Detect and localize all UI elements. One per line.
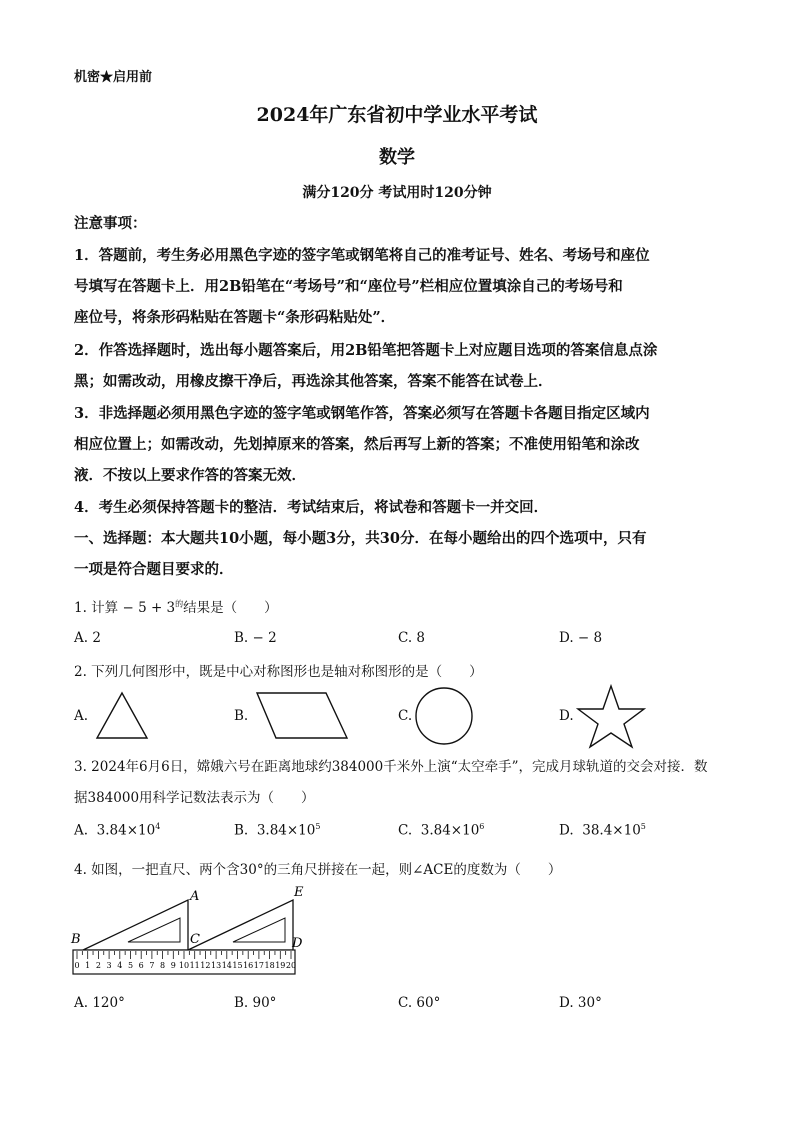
question-4-stem: 4. 如图，一把直尺、两个含30°的三角尺拼接在一起，则∠ACE的度数为（ ） xyxy=(74,862,562,878)
point-label-c: C xyxy=(190,932,200,947)
ruler-triangles-figure xyxy=(66,880,306,980)
q1-stem-suffix: 结果是（ ） xyxy=(183,600,278,616)
ruler-tick-label: 0 xyxy=(74,961,80,970)
q2-option-d-label: D. xyxy=(559,708,574,724)
question-3-stem-cont: 据384000用科学记数法表示为（ ） xyxy=(74,790,315,806)
notice-line: 黑；如需改动，用橡皮擦干净后，再选涂其他答案，答案不能答在试卷上． xyxy=(74,373,553,390)
q1-stem-sup: 的 xyxy=(175,599,184,609)
q1-option-a: A. 2 xyxy=(74,630,101,646)
q1-stem-prefix: 1. 计算 − 5 + 3 xyxy=(74,600,176,616)
q1-option-b: B. − 2 xyxy=(234,630,277,646)
q1-option-d: D. − 8 xyxy=(559,630,603,646)
point-label-b: B xyxy=(71,932,81,947)
ruler-tick-label: 20 xyxy=(285,961,297,970)
confidential-label: 机密★启用前 xyxy=(74,70,153,85)
ruler-tick-label: 2 xyxy=(95,961,101,970)
ruler-tick-label: 13 xyxy=(211,961,222,970)
q3-option-c-label: C. xyxy=(398,822,413,839)
ruler-tick-label: 7 xyxy=(149,961,155,970)
q3-option-b-base: 3.84×10 xyxy=(256,822,316,839)
notice-line: 号填写在答题卡上．用2B铅笔在“考场号”和“座位号”栏相应位置填涂自己的考场号和 xyxy=(74,278,623,295)
q3-option-c-exp: 6 xyxy=(479,822,485,831)
q4-option-c: C. 60° xyxy=(398,995,441,1011)
ruler-tick-label: 17 xyxy=(253,961,264,970)
section-heading-cont: 一项是符合题目要求的． xyxy=(74,561,234,578)
point-label-e: E xyxy=(294,885,304,900)
notice-line: 2．作答选择题时，选出每小题答案后，用2B铅笔把答题卡上对应题目选项的答案信息点涂 xyxy=(74,342,658,359)
ruler-tick-label: 11 xyxy=(189,961,200,970)
question-3-stem: 3. 2024年6月6日，嫦娥六号在距离地球约384000千米外上演“太空牵手”，完成月球轨道的交会对接．数 xyxy=(74,759,708,775)
q3-option-a xyxy=(74,822,160,839)
ruler-tick-label: 6 xyxy=(138,961,144,970)
ruler-tick-label: 8 xyxy=(160,961,166,970)
exam-title: 2024年广东省初中学业水平考试 xyxy=(256,104,538,126)
q3-option-a-base: 3.84×10 xyxy=(96,822,156,839)
notice-line: 液．不按以上要求作答的答案无效． xyxy=(74,467,306,484)
ruler-tick-label: 19 xyxy=(275,961,286,970)
ruler-tick-label: 18 xyxy=(264,961,275,970)
q2-option-b-label: B. xyxy=(234,708,249,724)
q2-option-c-label: C. xyxy=(398,708,413,724)
exam-info: 满分120分 考试用时120分钟 xyxy=(302,185,492,201)
q1-option-c: C. 8 xyxy=(398,630,426,646)
parallelogram-icon xyxy=(252,690,352,742)
ruler-tick-label: 4 xyxy=(117,961,123,970)
notice-line: 4．考生必须保持答题卡的整洁．考试结束后，将试卷和答题卡一并交回． xyxy=(74,499,549,516)
ruler-tick-label: 5 xyxy=(127,961,134,970)
q4-option-d: D. 30° xyxy=(559,995,602,1011)
notice-line: 座位号，将条形码粘贴在答题卡“条形码粘贴处”． xyxy=(74,309,396,326)
q3-option-d-label: D. xyxy=(559,822,574,839)
triangle-ced-inner xyxy=(233,918,285,942)
notice-line: 相应位置上；如需改动，先划掉原来的答案，然后再写上新的答案；不准使用铅笔和涂改 xyxy=(74,436,640,453)
circle-icon xyxy=(414,686,474,746)
triangle-abc-inner xyxy=(128,918,180,942)
q3-option-d-exp: 5 xyxy=(640,822,646,831)
ruler-tick-label: 1 xyxy=(85,961,91,970)
q4-option-a: A. 120° xyxy=(74,995,125,1011)
ruler-tick-label: 14 xyxy=(221,961,232,970)
subject-title: 数学 xyxy=(379,147,415,168)
q2-option-a-label: A. xyxy=(74,708,89,724)
star-icon xyxy=(576,684,646,750)
ruler-tick-label: 9 xyxy=(170,961,176,970)
q4-option-b: B. 90° xyxy=(234,995,277,1011)
notice-heading: 注意事项： xyxy=(74,215,147,232)
point-label-d: D xyxy=(292,936,303,951)
q3-option-c xyxy=(398,822,484,839)
q3-option-b-exp: 5 xyxy=(315,822,321,831)
q3-option-d-base: 38.4×10 xyxy=(582,822,641,839)
section-heading: 一、选择题：本大题共10小题，每小题3分，共30分．在每小题给出的四个选项中，只有 xyxy=(74,530,647,547)
q3-option-b xyxy=(234,822,320,839)
q3-option-a-label: A. xyxy=(74,822,89,839)
ruler-tick-label: 12 xyxy=(200,961,211,970)
notice-line: 1．答题前，考生务必用黑色字迹的签字笔或钢笔将自己的准考证号、姓名、考场号和座位 xyxy=(74,247,650,264)
q3-option-d xyxy=(559,822,646,839)
ruler-tick-label: 10 xyxy=(178,961,190,970)
q3-option-a-exp: 4 xyxy=(155,822,161,831)
q3-option-b-label: B. xyxy=(234,822,249,839)
q3-option-c-base: 3.84×10 xyxy=(420,822,480,839)
ruler-tick-label: 3 xyxy=(106,961,112,970)
ruler-tick-label: 16 xyxy=(243,961,254,970)
notice-line: 3．非选择题必须用黑色字迹的签字笔或钢笔作答，答案必须写在答题卡各题目指定区域内 xyxy=(74,405,650,422)
triangle-icon xyxy=(94,690,150,742)
question-1-stem xyxy=(74,596,278,616)
question-2-stem: 2. 下列几何图形中，既是中心对称图形也是轴对称图形的是（ ） xyxy=(74,664,483,680)
ruler-tick-label: 15 xyxy=(232,961,243,970)
point-label-a: A xyxy=(190,889,200,904)
